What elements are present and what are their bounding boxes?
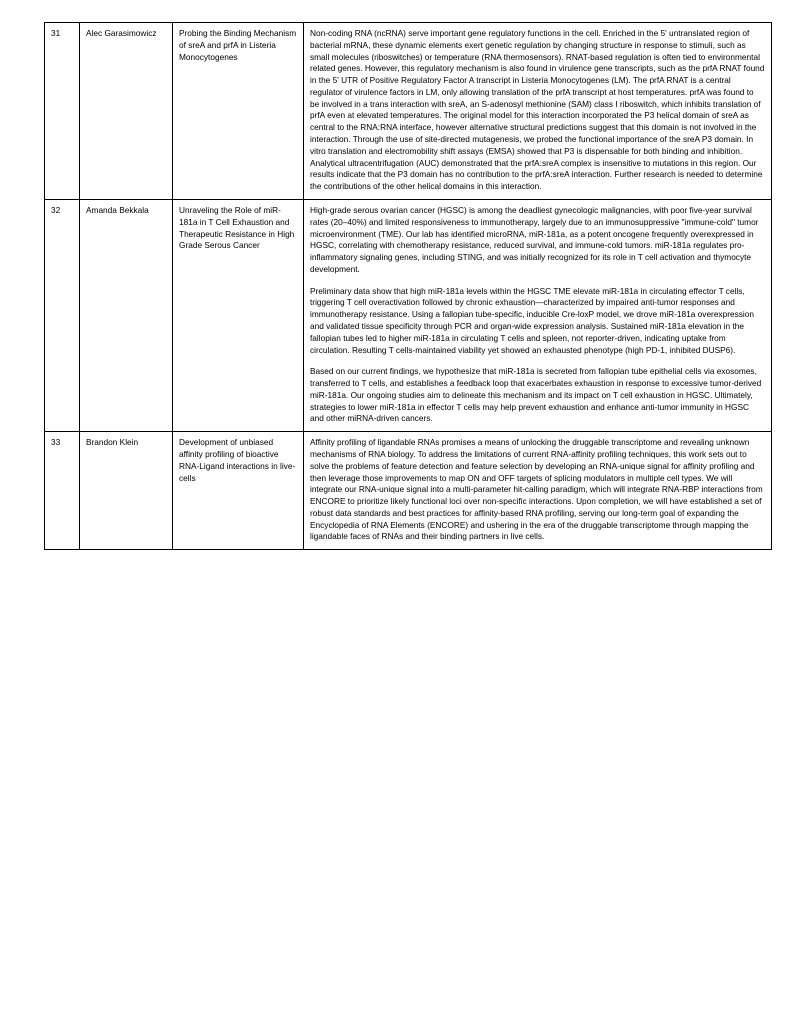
abstract-text <box>304 432 772 550</box>
abstract-text <box>304 23 772 200</box>
row-number: 31 <box>45 23 80 200</box>
row-number: 32 <box>45 199 80 431</box>
presenter-name: Amanda Bekkala <box>80 199 173 431</box>
abstract-paragraph: Preliminary data show that high miR-181a levels within the HGSC TME elevate miR-181a in circulating effector T cells, triggering T cell overactivation followed by chronic exhaustion—characterized by impaired anti-tumor responses and immunotherapy resistance. Using a fallopian tube-specific, inducible Cre-loxP model, we drove miR-181a overexpression and validated tissue specificity through PCR and organ-wide expression analysis. Sustained miR-181a elevation in the fallopian tubes led to higher miR-181a in circulating T cells and spleen, not reporter-driven, indicating uptake from circulation. Resulting T cells-maintained viability yet showed an exhausted phenotype (high PD-1, inhibited DUSP6). <box>310 285 754 355</box>
table-row <box>45 432 772 550</box>
presentation-title: Unraveling the Role of miR-181a in T Cell Exhaustion and Therapeutic Resistance in High Grade Serous Cancer <box>173 199 304 431</box>
abstracts-table-body <box>45 23 772 550</box>
row-number: 33 <box>45 432 80 550</box>
abstract-paragraph: Non-coding RNA (ncRNA) serve important gene regulatory functions in the cell. Enriched in the 5' untranslated region of bacterial mRNA, these dynamic elements exert genetic regulation by changing structure in response to stimuli, such as small molecules (riboswitches) or temperature (RNA thermosensors). RNAT-based regulation is often tied to environmental related genes. However, this regulatory mechanism is also found in virulence gene transcripts, such as the prfA RNAT found in the 5' UTR of Positive Regulatory Factor A transcript in Listeria Monocytogenes (LM). The prfA RNAT is a central regulator of virulence factors in LM, only allowing translation of the prfA transcript at host temperatures. prfA was found to be involved in a trans interaction with sreA, an S-adenosyl methionine (SAM) class I riboswitch, which inhibits translation of prfA even at elevated temperatures. The original model for this interaction incorporated the P3 helical domain of sreA as central to the RNA:RNA interface, however alternative structural predictions suggest that this domain is not involved in the interaction. Through the use of site-directed mutagenesis, we probed the functional importance of the sreA P3 domain. In vitro translation and electromobility shift assays (EMSA) showed that P3 is dispensable for both binding and inhibition. Analytical ultracentrifugation (AUC) demonstrated that the prfA:sreA complex is insensitive to mutations in this region. Our results indicate that the P3 domain has no contribution to the prfA:sreA interaction. Further research is needed to determine the contributions of the other helical domains in this interaction. <box>310 28 765 192</box>
presenter-name: Alec Garasimowicz <box>80 23 173 200</box>
abstract-text <box>304 199 772 431</box>
table-row <box>45 199 772 431</box>
presentation-title: Probing the Binding Mechanism of sreA and prfA in Listeria Monocytogenes <box>173 23 304 200</box>
table-row <box>45 23 772 200</box>
abstract-paragraph: High-grade serous ovarian cancer (HGSC) is among the deadliest gynecologic malignancies, with poor five-year survival rates (20–40%) and limited responsiveness to immunotherapy, largely due to an immunosuppressive "immune-cold" tumor microenvironment (TME). Our lab has identified microRNA, miR-181a, as a potent oncogene frequently overexpressed in HGSC, correlating with chemotherapy resistance, reduced survival, and immune-cold tumors. miR-181a regulates pro-inflammatory signaling genes, including STING, and was initially recognized for its role in T cell activation and thymocyte development. <box>310 204 759 274</box>
presentation-title: Development of unbiased affinity profiling of bioactive RNA-Ligand interactions in live-cells <box>173 432 304 550</box>
abstract-paragraph: Affinity profiling of ligandable RNAs promises a means of unlocking the druggable transcriptome and revealing unknown mechanisms of RNA biology. To address the limitations of current RNA-affinity profiling techniques, this work sets out to solve the problems of feature detection and feature selection by developing an RNA-unique signal for affinity profiling and then leverage those improvements to map ON and OFF targets of splicing modulators in multiple cell types. We will integrate our RNA-unique signal into a multi-parameter hit-calling paradigm, which will integrate RNA-RBP interactions from ENCORE to prioritize likely functional loci over non-specific interactions. Upon completion, we will have established a set of robust data standards and best practices for affinity-based RNA profiling, serving our long-term goal of expanding the Encyclopedia of RNA Elements (ENCORE) and ushering in the era of the druggable transcriptome through mapping the ligandable faces of RNAs and their binding partners in live cells. <box>310 437 763 542</box>
abstract-paragraph: Based on our current findings, we hypothesize that miR-181a is secreted from fallopian tube epithelial cells via exosomes, transferred to T cells, and establishes a feedback loop that exacerbates exhaustion in response to excessive tumor-derived miR-181a. Our ongoing studies aim to delineate this mechanism and its impact on T cell exhaustion in HGSC. Ultimately, strategies to lower miR-181a in effector T cells may help prevent exhaustion and enhance anti-tumor immunity in HGSC and other miRNA-driven cancers. <box>310 366 762 424</box>
abstracts-table <box>44 22 772 550</box>
presenter-name: Brandon Klein <box>80 432 173 550</box>
